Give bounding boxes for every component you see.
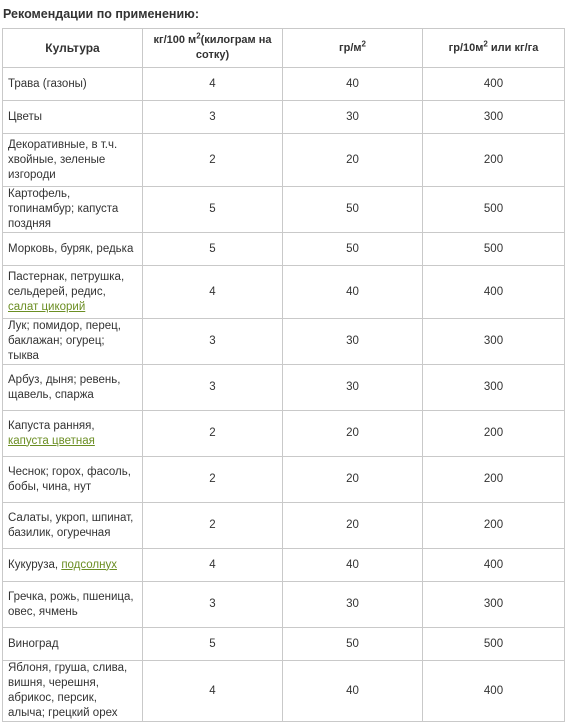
header-g-per-10m2 <box>423 29 565 68</box>
header-g10-label: гр/10м <box>448 41 484 54</box>
kg-per-100m2-cell: 3 <box>143 582 283 628</box>
table-row <box>3 661 565 722</box>
g-per-10m2-cell: 200 <box>423 503 565 549</box>
g-per-m2-cell: 20 <box>283 411 423 457</box>
crop-link[interactable]: подсолнух <box>61 558 117 571</box>
kg-per-100m2-cell: 5 <box>143 628 283 661</box>
g-per-10m2-cell: 500 <box>423 187 565 233</box>
crop-cell <box>3 68 143 101</box>
crop-name: Декоративные, в т.ч. хвойные, зеленые изгороди <box>8 138 118 181</box>
crop-cell <box>3 266 143 319</box>
crop-cell <box>3 457 143 503</box>
table-row <box>3 134 565 187</box>
crop-cell <box>3 628 143 661</box>
crop-cell <box>3 319 143 365</box>
table-row <box>3 68 565 101</box>
crop-cell <box>3 101 143 134</box>
header-kg-sup: 2 <box>196 31 201 41</box>
kg-per-100m2-cell: 2 <box>143 457 283 503</box>
kg-per-100m2-cell: 3 <box>143 101 283 134</box>
kg-per-100m2-cell: 3 <box>143 319 283 365</box>
header-g10-note: или кг/га <box>487 41 539 54</box>
g-per-10m2-cell: 400 <box>423 549 565 582</box>
header-kg-per-100m2 <box>143 29 283 68</box>
crop-name: Цветы <box>8 110 43 123</box>
g-per-m2-cell: 50 <box>283 233 423 266</box>
kg-per-100m2-cell: 3 <box>143 365 283 411</box>
table-row <box>3 457 565 503</box>
crop-name: Лук; помидор, перец, баклажан; огурец; тыква <box>8 320 121 362</box>
header-g-sup: 2 <box>361 38 366 48</box>
table-header <box>3 29 565 68</box>
g-per-10m2-cell: 500 <box>423 233 565 266</box>
section-title: Рекомендации по применению: <box>3 7 200 21</box>
header-row <box>3 29 565 68</box>
g-per-m2-cell: 20 <box>283 134 423 187</box>
crop-cell <box>3 661 143 722</box>
table-row <box>3 365 565 411</box>
g-per-10m2-cell: 500 <box>423 628 565 661</box>
crop-cell <box>3 582 143 628</box>
header-kg-note: (килограм на сотку) <box>195 34 272 61</box>
crop-link[interactable]: салат цикорий <box>8 300 86 313</box>
table-row <box>3 187 565 233</box>
crop-name: Виноград <box>8 637 59 650</box>
g-per-10m2-cell: 300 <box>423 101 565 134</box>
crop-name: Трава (газоны) <box>8 77 87 90</box>
crop-name: Салаты, укроп, шпинат, базилик, огуречная <box>8 511 134 539</box>
crop-name: Яблоня, груша, слива, вишня, черешня, абрикос, персик, алыча; грецкий орех <box>8 662 128 719</box>
kg-per-100m2-cell: 2 <box>143 503 283 549</box>
clipped-top-edge <box>100 0 340 2</box>
g-per-m2-cell: 40 <box>283 68 423 101</box>
g-per-m2-cell: 40 <box>283 266 423 319</box>
header-crop <box>3 29 143 68</box>
crop-cell <box>3 503 143 549</box>
g-per-10m2-cell: 400 <box>423 661 565 722</box>
crop-link[interactable]: капуста цветная <box>8 434 95 447</box>
table-row <box>3 628 565 661</box>
crop-name: Арбуз, дыня; ревень, щавель, спаржа <box>8 373 121 401</box>
crop-name: Кукуруза, <box>8 558 62 571</box>
kg-per-100m2-cell: 4 <box>143 266 283 319</box>
g-per-m2-cell: 30 <box>283 319 423 365</box>
kg-per-100m2-cell: 5 <box>143 187 283 233</box>
kg-per-100m2-cell: 4 <box>143 68 283 101</box>
g-per-m2-cell: 20 <box>283 503 423 549</box>
g-per-10m2-cell: 300 <box>423 582 565 628</box>
table-row <box>3 549 565 582</box>
kg-per-100m2-cell: 4 <box>143 661 283 722</box>
table-body <box>3 68 565 722</box>
g-per-m2-cell: 50 <box>283 187 423 233</box>
header-g-per-m2 <box>283 29 423 68</box>
kg-per-100m2-cell: 2 <box>143 411 283 457</box>
crop-name: Картофель, топинамбур; капуста поздняя <box>8 188 119 230</box>
g-per-10m2-cell: 200 <box>423 134 565 187</box>
g-per-10m2-cell: 200 <box>423 411 565 457</box>
header-crop-label: Культура <box>45 40 100 55</box>
g-per-m2-cell: 30 <box>283 365 423 411</box>
g-per-m2-cell: 40 <box>283 661 423 722</box>
table-row <box>3 233 565 266</box>
crop-name: Капуста ранняя, <box>8 419 95 432</box>
crop-cell <box>3 134 143 187</box>
header-kg-label: кг/100 м <box>153 34 197 46</box>
header-g10-sup: 2 <box>483 38 488 48</box>
g-per-10m2-cell: 300 <box>423 365 565 411</box>
g-per-10m2-cell: 300 <box>423 319 565 365</box>
crop-name: Чеснок; горох, фасоль, бобы, чина, нут <box>8 465 131 493</box>
crop-cell <box>3 187 143 233</box>
crop-name: Морковь, буряк, редька <box>8 242 134 255</box>
table-row <box>3 319 565 365</box>
g-per-m2-cell: 30 <box>283 582 423 628</box>
table-row <box>3 582 565 628</box>
crop-cell <box>3 365 143 411</box>
g-per-m2-cell: 40 <box>283 549 423 582</box>
recommendations-table <box>2 28 565 722</box>
crop-cell <box>3 549 143 582</box>
crop-cell <box>3 233 143 266</box>
crop-cell <box>3 411 143 457</box>
table-row <box>3 411 565 457</box>
header-g-label: гр/м <box>339 41 362 54</box>
table-row <box>3 503 565 549</box>
g-per-m2-cell: 50 <box>283 628 423 661</box>
g-per-10m2-cell: 400 <box>423 266 565 319</box>
g-per-10m2-cell: 400 <box>423 68 565 101</box>
kg-per-100m2-cell: 5 <box>143 233 283 266</box>
kg-per-100m2-cell: 2 <box>143 134 283 187</box>
kg-per-100m2-cell: 4 <box>143 549 283 582</box>
table-row <box>3 101 565 134</box>
crop-name: Пастернак, петрушка, сельдерей, редис, <box>8 270 125 298</box>
table-row <box>3 266 565 319</box>
g-per-m2-cell: 30 <box>283 101 423 134</box>
crop-name: Гречка, рожь, пшеница, овес, ячмень <box>8 590 134 618</box>
g-per-10m2-cell: 200 <box>423 457 565 503</box>
g-per-m2-cell: 20 <box>283 457 423 503</box>
